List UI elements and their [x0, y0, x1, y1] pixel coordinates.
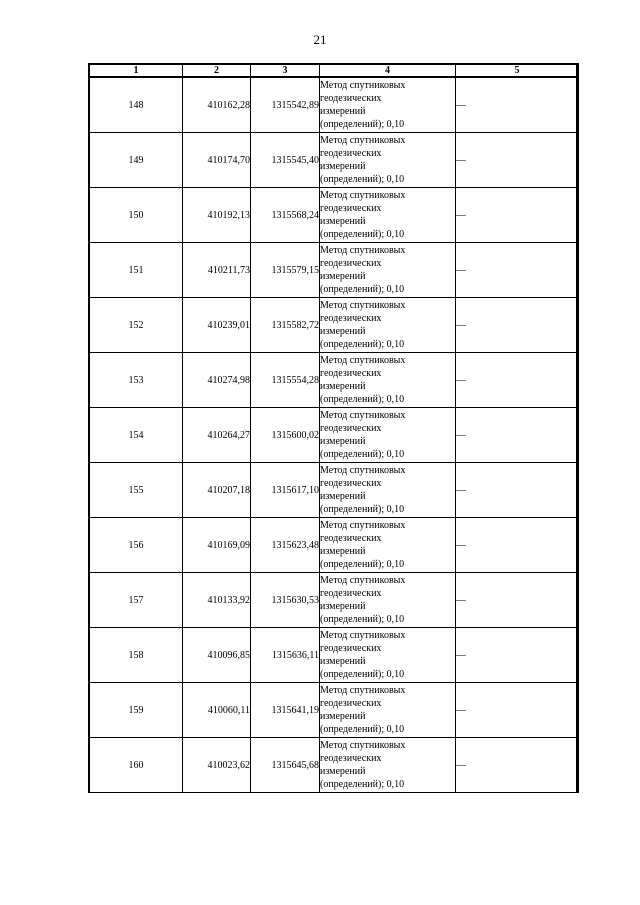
method-line: Метод спутниковых — [320, 80, 406, 91]
x-coordinate-cell: 410096,85 — [183, 628, 251, 683]
method-line: измерений — [320, 216, 366, 227]
point-number-cell: 159 — [90, 683, 183, 738]
header-col-1: 1 — [90, 64, 183, 77]
method-line: геодезических — [320, 533, 382, 544]
header-col-4: 4 — [320, 64, 456, 77]
method-line: геодезических — [320, 368, 382, 379]
method-line: (определений); 0,10 — [320, 669, 405, 680]
method-line: Метод спутниковых — [320, 685, 406, 696]
method-line: геодезических — [320, 643, 382, 654]
method-line: (определений); 0,10 — [320, 394, 405, 405]
method-line: Метод спутниковых — [320, 520, 406, 531]
x-coordinate-cell: 410264,27 — [183, 408, 251, 463]
table-row — [90, 408, 579, 463]
method-line: измерений — [320, 161, 366, 172]
y-coordinate-cell: 1315568,24 — [251, 188, 320, 243]
header-col-2: 2 — [183, 64, 251, 77]
x-coordinate-cell: 410133,92 — [183, 573, 251, 628]
page-number: 21 — [313, 32, 327, 47]
method-line: геодезических — [320, 313, 382, 324]
method-line: (определений); 0,10 — [320, 779, 405, 790]
table-row — [90, 518, 579, 573]
y-coordinate-cell: 1315645,68 — [251, 738, 320, 793]
method-line: Метод спутниковых — [320, 355, 406, 366]
method-line: геодезических — [320, 753, 382, 764]
method-cell — [320, 408, 456, 463]
method-line: измерений — [320, 766, 366, 777]
method-line: геодезических — [320, 423, 382, 434]
method-line: измерений — [320, 271, 366, 282]
y-coordinate-cell: 1315600,02 — [251, 408, 320, 463]
table-row — [90, 77, 579, 133]
note-cell: — — [456, 243, 579, 298]
x-coordinate-cell: 410239,01 — [183, 298, 251, 353]
method-cell — [320, 298, 456, 353]
method-cell — [320, 518, 456, 573]
point-number-cell: 150 — [90, 188, 183, 243]
method-line: измерений — [320, 656, 366, 667]
y-coordinate-cell: 1315545,40 — [251, 133, 320, 188]
table-row — [90, 573, 579, 628]
method-line: Метод спутниковых — [320, 300, 406, 311]
note-cell: — — [456, 738, 579, 793]
y-coordinate-cell: 1315636,11 — [251, 628, 320, 683]
method-line: Метод спутниковых — [320, 465, 406, 476]
method-line: геодезических — [320, 588, 382, 599]
method-line: геодезических — [320, 258, 382, 269]
y-coordinate-cell: 1315623,48 — [251, 518, 320, 573]
x-coordinate-cell: 410192,13 — [183, 188, 251, 243]
method-line: (определений); 0,10 — [320, 614, 405, 625]
method-cell — [320, 683, 456, 738]
y-coordinate-cell: 1315582,72 — [251, 298, 320, 353]
method-line: Метод спутниковых — [320, 190, 406, 201]
point-number-cell: 154 — [90, 408, 183, 463]
x-coordinate-cell: 410023,62 — [183, 738, 251, 793]
table-row — [90, 628, 579, 683]
method-line: (определений); 0,10 — [320, 559, 405, 570]
table-row — [90, 243, 579, 298]
method-line: Метод спутниковых — [320, 410, 406, 421]
method-line: (определений); 0,10 — [320, 174, 405, 185]
method-cell — [320, 353, 456, 408]
header-col-3: 3 — [251, 64, 320, 77]
method-cell — [320, 77, 456, 133]
table-left-border — [88, 63, 90, 793]
note-cell: — — [456, 188, 579, 243]
note-cell: — — [456, 133, 579, 188]
y-coordinate-cell: 1315542,89 — [251, 77, 320, 133]
method-line: Метод спутниковых — [320, 630, 406, 641]
method-cell — [320, 188, 456, 243]
y-coordinate-cell: 1315630,53 — [251, 573, 320, 628]
table-row — [90, 738, 579, 793]
point-number-cell: 149 — [90, 133, 183, 188]
x-coordinate-cell: 410207,18 — [183, 463, 251, 518]
method-line: (определений); 0,10 — [320, 339, 405, 350]
table-row — [90, 353, 579, 408]
table-header-row — [90, 64, 579, 77]
table-row — [90, 463, 579, 518]
note-cell: — — [456, 518, 579, 573]
method-line: измерений — [320, 601, 366, 612]
method-line: измерений — [320, 491, 366, 502]
table-row — [90, 298, 579, 353]
table-body — [90, 77, 579, 793]
y-coordinate-cell: 1315641,19 — [251, 683, 320, 738]
table-row — [90, 683, 579, 738]
y-coordinate-cell: 1315579,15 — [251, 243, 320, 298]
method-cell — [320, 628, 456, 683]
method-line: (определений); 0,10 — [320, 119, 405, 130]
method-line: Метод спутниковых — [320, 740, 406, 751]
point-number-cell: 157 — [90, 573, 183, 628]
x-coordinate-cell: 410174,70 — [183, 133, 251, 188]
coordinates-table — [89, 63, 579, 793]
point-number-cell: 160 — [90, 738, 183, 793]
table-right-border — [576, 63, 578, 793]
x-coordinate-cell: 410211,73 — [183, 243, 251, 298]
method-cell — [320, 738, 456, 793]
method-line: (определений); 0,10 — [320, 229, 405, 240]
method-line: измерений — [320, 436, 366, 447]
method-line: (определений); 0,10 — [320, 504, 405, 515]
x-coordinate-cell: 410274,98 — [183, 353, 251, 408]
method-line: геодезических — [320, 203, 382, 214]
method-cell — [320, 133, 456, 188]
method-line: измерений — [320, 711, 366, 722]
note-cell: — — [456, 353, 579, 408]
y-coordinate-cell: 1315617,10 — [251, 463, 320, 518]
point-number-cell: 156 — [90, 518, 183, 573]
note-cell: — — [456, 628, 579, 683]
method-line: измерений — [320, 381, 366, 392]
method-line: измерений — [320, 326, 366, 337]
method-line: Метод спутниковых — [320, 245, 406, 256]
method-line: измерений — [320, 546, 366, 557]
point-number-cell: 155 — [90, 463, 183, 518]
x-coordinate-cell: 410162,28 — [183, 77, 251, 133]
note-cell: — — [456, 573, 579, 628]
table-row — [90, 188, 579, 243]
point-number-cell: 158 — [90, 628, 183, 683]
method-line: (определений); 0,10 — [320, 449, 405, 460]
point-number-cell: 153 — [90, 353, 183, 408]
header-col-5: 5 — [456, 64, 579, 77]
method-cell — [320, 573, 456, 628]
method-cell — [320, 243, 456, 298]
note-cell: — — [456, 298, 579, 353]
point-number-cell: 151 — [90, 243, 183, 298]
method-line: геодезических — [320, 698, 382, 709]
point-number-cell: 148 — [90, 77, 183, 133]
x-coordinate-cell: 410169,09 — [183, 518, 251, 573]
method-line: геодезических — [320, 148, 382, 159]
note-cell: — — [456, 463, 579, 518]
note-cell: — — [456, 408, 579, 463]
method-line: геодезических — [320, 478, 382, 489]
x-coordinate-cell: 410060,11 — [183, 683, 251, 738]
y-coordinate-cell: 1315554,28 — [251, 353, 320, 408]
note-cell: — — [456, 77, 579, 133]
method-line: Метод спутниковых — [320, 575, 406, 586]
method-line: геодезических — [320, 93, 382, 104]
point-number-cell: 152 — [90, 298, 183, 353]
method-line: (определений); 0,10 — [320, 284, 405, 295]
method-cell — [320, 463, 456, 518]
table-row — [90, 133, 579, 188]
method-line: Метод спутниковых — [320, 135, 406, 146]
note-cell: — — [456, 683, 579, 738]
method-line: измерений — [320, 106, 366, 117]
method-line: (определений); 0,10 — [320, 724, 405, 735]
